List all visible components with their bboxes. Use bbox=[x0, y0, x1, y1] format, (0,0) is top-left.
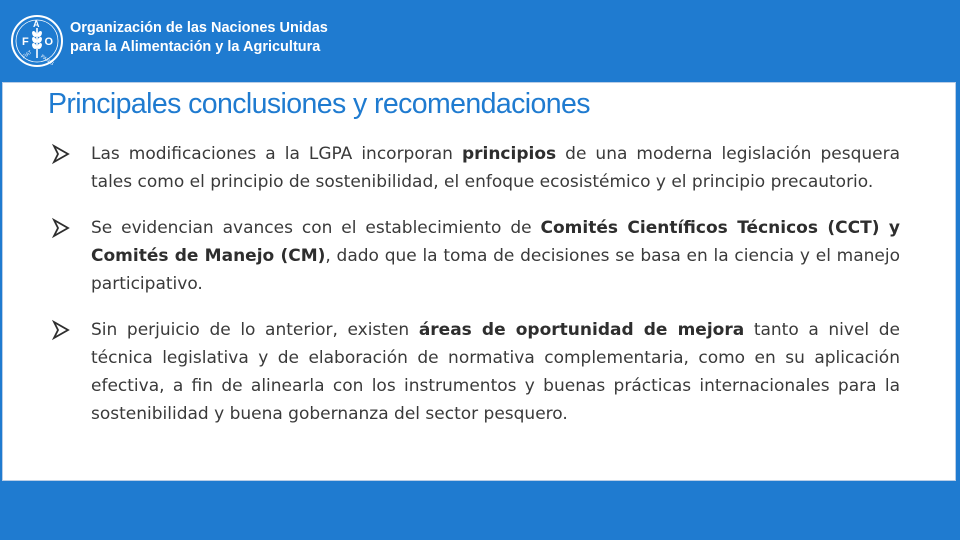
fao-emblem-icon bbox=[10, 14, 64, 68]
bullet-text: Sin perjuicio de lo anterior, existen bbox=[91, 320, 419, 340]
svg-text:A: A bbox=[33, 19, 40, 29]
bullet-emphasis: principios bbox=[461, 144, 557, 164]
svg-text:F: F bbox=[22, 36, 29, 48]
svg-text:O: O bbox=[44, 36, 54, 48]
arrowhead-bullet-icon bbox=[52, 316, 72, 344]
organization-name bbox=[70, 19, 328, 57]
arrowhead-bullet-icon bbox=[52, 140, 72, 168]
bullet-item bbox=[52, 316, 900, 428]
organization-name-line1: Organización de las Naciones Unidas bbox=[70, 20, 328, 36]
bullet-list bbox=[52, 140, 900, 446]
bullet-text: Se evidencian avances con el establecimiento de bbox=[91, 218, 541, 238]
organization-name-line2: para la Alimentación y la Agricultura bbox=[70, 39, 321, 55]
bullet-emphasis: Comités Científicos Técnicos (CCT) y Comités de Manejo (CM) bbox=[91, 218, 900, 266]
bullet-text: tanto a nivel de técnica legislativa y de elaboración de normativa complementaria, como en su aplicación efectiva, a fin de alinearla con los instrumentos y buenas prácticas internacionales para la sostenibilidad y buena gobernanza del sector pesquero. bbox=[91, 320, 900, 424]
bullet-item bbox=[52, 140, 900, 196]
svg-text:FIAT: FIAT bbox=[21, 49, 34, 61]
footer-band bbox=[0, 481, 960, 540]
bullet-text: de una moderna legislación pesquera tales como el principio de sostenibilidad, el enfoque ecosistémico y el principio precautorio. bbox=[91, 144, 901, 192]
bullet-emphasis: áreas de oportunidad de mejora bbox=[418, 320, 745, 340]
svg-text:PANIS: PANIS bbox=[39, 53, 55, 68]
arrowhead-bullet-icon bbox=[52, 214, 72, 242]
slide-title: Principales conclusiones y recomendaciones bbox=[48, 88, 590, 120]
bullet-text: Las modificaciones a la LGPA incorporan bbox=[91, 144, 462, 164]
bullet-item bbox=[52, 214, 900, 298]
bullet-text: , dado que la toma de decisiones se basa en la ciencia y el manejo participativo. bbox=[91, 246, 900, 294]
header-bar bbox=[0, 0, 960, 82]
